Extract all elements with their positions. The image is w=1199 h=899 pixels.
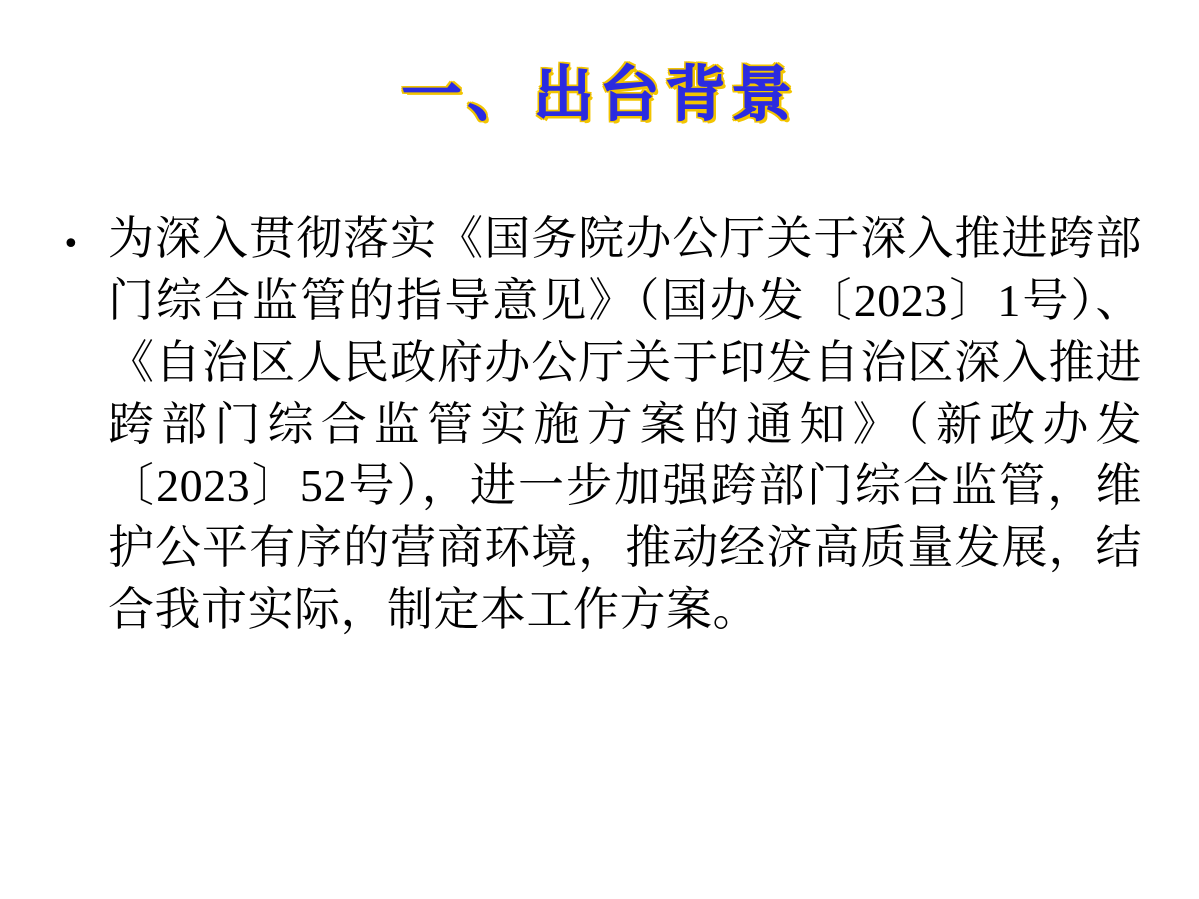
bullet-list: [62, 208, 1142, 641]
bullet-marker-icon: •: [62, 227, 80, 262]
bullet-item-text: 为深入贯彻落实《国务院办公厅关于深入推进跨部门综合监管的指导意见》（国办发〔2023〕1号）、《自治区人民政府办公厅关于印发自治区深入推进跨部门综合监管实施方案的通知》（新政办发〔2023〕52号），进一步加强跨部门综合监管，维护公平有序的营商环境，推动经济高质量发展，结合我市实际，制定本工作方案。: [108, 213, 1142, 636]
page-title: 一、出台背景: [401, 60, 798, 130]
